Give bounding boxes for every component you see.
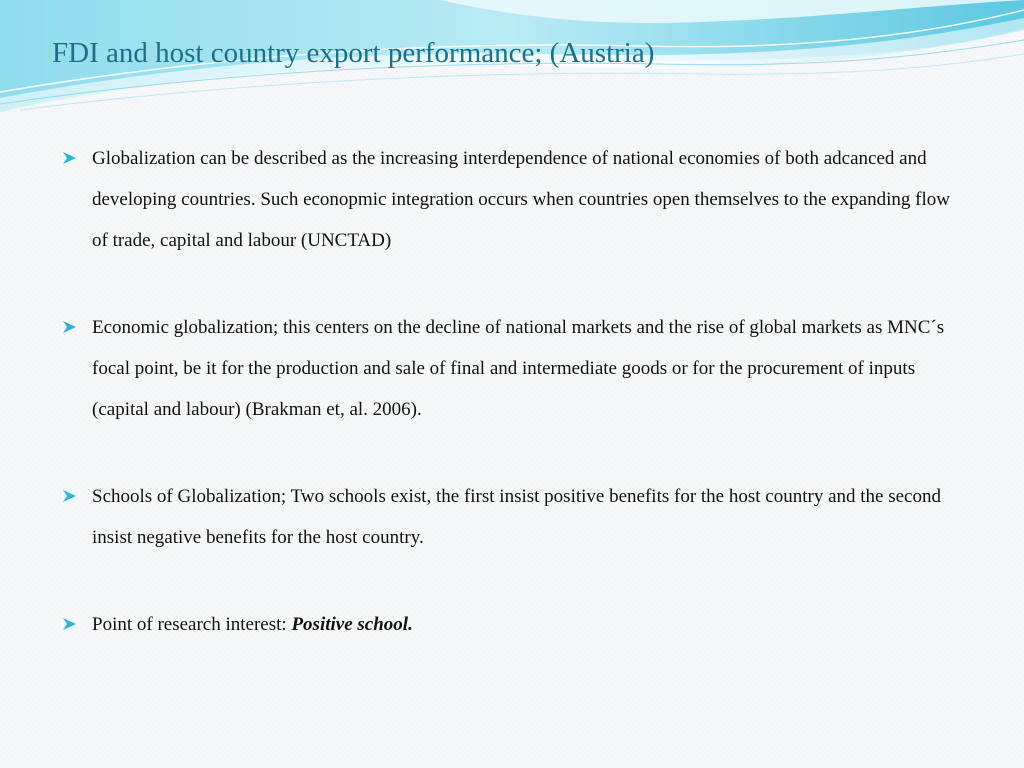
arrow-bullet-icon (62, 617, 78, 631)
bullet-item (62, 476, 962, 558)
arrow-bullet-icon (62, 489, 78, 503)
bullet-text: Schools of Globalization; Two schools exist, the first insist positive benefits for the host country and the second insist negative benefits for the host country. (92, 486, 941, 548)
bullet-item (62, 138, 962, 261)
bullet-text: Economic globalization; this centers on the decline of national markets and the rise of global markets as MNC´s focal point, be it for the production and sale of final and intermediate goods or for the procurement of inputs (capital and labour) (Brakman et, al. 2006). (92, 317, 945, 420)
arrow-bullet-icon (62, 320, 78, 334)
bullet-item (62, 307, 962, 430)
slide-title: FDI and host country export performance; (Austria) (52, 37, 655, 69)
bullet-text: Globalization can be described as the increasing interdependence of national economies of both adcanced and developing countries. Such econopmic integration occurs when countries open themselves to the expanding flow of trade, capital and labour (UNCTAD) (92, 148, 950, 251)
bullet-emphasis: Positive school. (291, 614, 413, 635)
bullet-list (62, 138, 962, 691)
bullet-text: Point of research interest: (92, 614, 292, 635)
arrow-bullet-icon (62, 151, 78, 165)
bullet-item (62, 604, 962, 645)
